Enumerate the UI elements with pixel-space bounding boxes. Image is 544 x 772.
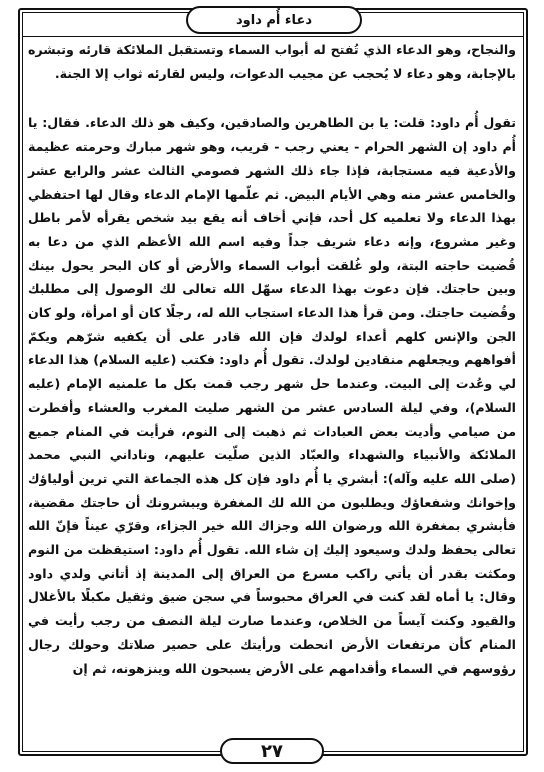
chapter-title: دعاء أُم داود	[236, 12, 312, 28]
paragraph-1: والنجاح، وهو الدعاء الذي تُفتح له أبواب السماء وتستقبل الملائكة قارئه وتبشره بالإجابة، وهو دعاء لا يُحجب عن مجيب الدعوات، وليس لقارئه ثواب إلا الجنة.	[28, 42, 516, 81]
body-text	[28, 38, 516, 680]
page-number: ٢٧	[261, 740, 283, 762]
paragraph-gap	[28, 85, 516, 111]
page-number-badge	[220, 738, 324, 764]
header-divider	[22, 36, 524, 37]
running-header	[186, 6, 362, 34]
paragraph-2: تقول أُم داود: قلت: يا بن الطاهرين والصادقين، وكيف هو ذلك الدعاء. فقال: يا أُم داود إن الشهر الحرام - يعني رجب - قريب، وهو شهر مبارك وحرمته عظيمة والأدعية فيه مستجابة، فإذا جاء ذلك الشهر فصومي الثالث عشر والرابع عشر والخامس عشر منه وهي الأيام البيض. ثم علّمها الإمام الدعاء وقال لها احتفظي بهذا الدعاء ولا تعلميه كل أحد، فإني أخاف أنه يقع بيد شخص يقرأه لأمر باطل وغير مشروع، وإنه دعاء شريف جداً وفيه اسم الله الأعظم الذي من دعا به قُضيت حاجته البتة، ولو غُلقت أبواب السماء والأرض أو كان البحر يحول بينك وبين حاجتك. فإن دعوت بهذا الدعاء سهّل الله تعالى لك الوصول إلى مطلبك وقُضيت حاجتك. ومن قرأ هذا الدعاء استجاب الله له، رجلًا كان أو امرأة، ولو كان الجن والإنس كلهم أعداء لولدك فإن الله قادر على أن يكفيه شرّهم ويكمّ أفواههم ويجعلهم منقادين لولدك. تقول أُم داود: فكتب (عليه السلام) هذا الدعاء لي وعُدت إلى البيت. وعندما حل شهر رجب قمت بكل ما علمنيه الإمام (عليه السلام)، وفي ليلة السادس عشر من الشهر صليت المغرب والعشاء وأفطرت من صيامي وأديت بعض العبادات ثم ذهبت إلى النوم، فرأيت في المنام جميع الملائكة والأنبياء والشهداء والعبّاد الذين صلّيت عليهم، وناداني النبي محمد (صلى الله عليه وآله): أبشري يا أُم داود فإن كل هذه الجماعة التي ترين أولياؤك وإخوانك وشفعاؤك ويطلبون من الله لك المغفرة ويبشرونك أن حاجتك مقضية، فأبشري بمغفرة الله ورضوان الله وجزاك الله خير الجزاء، وقرّي عيناً فإنّ الله تعالى يحفظ ولدك وسيعود إليك إن شاء الله. تقول أُم داود: استيقظت من النوم ومكثت بقدر أن يأتي راكب مسرع من العراق إلى المدينة إذ أتاني ولدي داود وقال: يا أماه لقد كنت في العراق محبوساً في سجن ضيق وثقيل مكبلًا بالأغلال والقيود وكنت آيساً من الخلاص، وعندما صارت ليلة النصف من رجب رأيت في المنام كأن مرتفعات الأرض انحطت ورأيتك على حصير صلاتك وحولك رجال رؤوسهم في السماء وأقدامهم على الأرض يسبحون الله وينزهونه، ثم إن	[28, 115, 516, 676]
